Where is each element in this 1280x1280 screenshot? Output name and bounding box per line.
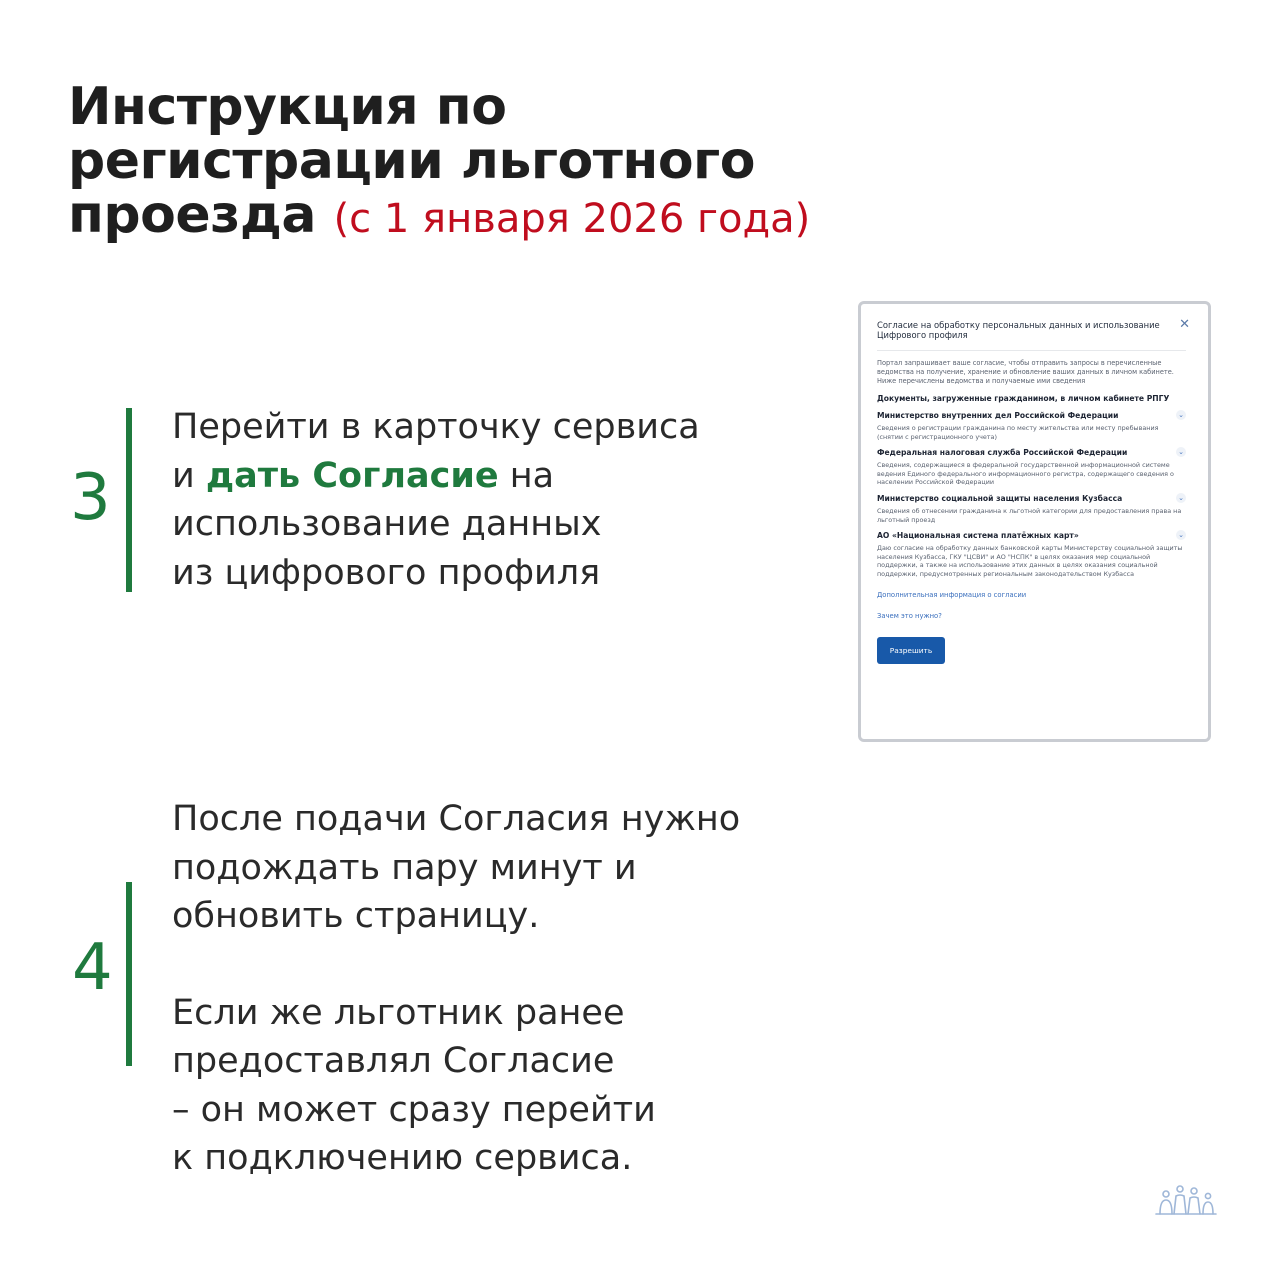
title-line-3: [68, 185, 1068, 246]
step-3-accent: дать Согласие: [205, 455, 499, 496]
step-3-text: [172, 403, 700, 597]
modal-item-text: Даю согласие на обработку данных банковской карты Министерству социальной защиты населения Кузбасса, ГКУ "ЦСВИ" и АО "НСПК" в целях оказания мер социальной поддержки, а также на использование этих данных в целях оказания социальной поддержки, предусмотренных региональным законодательством Кузбасса: [877, 544, 1183, 578]
step-3-line-3: использование данных: [172, 504, 602, 544]
chevron-down-icon[interactable]: ⌄: [1176, 493, 1186, 503]
step-4-text: [172, 795, 740, 1183]
step-3-bar: [126, 408, 132, 592]
modal-item-title: АО «Национальная система платёжных карт»: [877, 531, 1079, 541]
title-line-3-text: проезда: [68, 185, 316, 245]
title-subtitle: (с 1 января 2026 года): [333, 196, 811, 242]
step-3-number: 3: [70, 461, 111, 535]
title-line-1: Инструкция по: [68, 77, 507, 137]
step-4-para1-line: После подачи Согласия нужно: [172, 799, 741, 839]
step-4-number: 4: [72, 931, 113, 1005]
title-line-2: регистрации льготного: [68, 131, 755, 191]
modal-item-text: Сведения, содержащиеся в федеральной государственной информационной системе ведения Единого федерального информационного регистра, содержащего сведения о населении Российской Федерации: [877, 461, 1174, 487]
modal-section-title: Документы, загруженные гражданином, в личном кабинете РПГУ: [877, 394, 1170, 403]
close-icon[interactable]: ✕: [1179, 317, 1190, 332]
step-3-line-2-post: на: [498, 455, 555, 496]
modal-item[interactable]: [877, 448, 1186, 487]
step-4-spacer: [172, 941, 740, 989]
modal-item-title: Министерство социальной защиты населения Кузбасса: [877, 493, 1123, 503]
step-3-line-4: из цифрового профиля: [172, 552, 601, 593]
step-4-bar: [126, 882, 132, 1066]
step-4-para2-line: предоставлял Согласие: [172, 1041, 615, 1081]
chevron-down-icon[interactable]: ⌄: [1176, 447, 1186, 457]
chevron-down-icon[interactable]: ⌄: [1176, 410, 1186, 420]
modal-item[interactable]: [877, 494, 1186, 524]
step-4-para1-line: подождать пару минут и: [172, 847, 637, 888]
more-info-link[interactable]: Дополнительная информация о согласии: [877, 590, 1027, 599]
modal-item[interactable]: [877, 531, 1186, 578]
step-4-para2-line: – он может сразу перейти: [172, 1089, 656, 1130]
modal-item-title: Федеральная налоговая служба Российской Федерации: [877, 448, 1128, 458]
step-4-para1-line: обновить страницу.: [172, 896, 540, 936]
step-4-para2-line: к подключению сервиса.: [172, 1138, 633, 1178]
consent-modal: [877, 317, 1190, 664]
step-3-line-2-pre: и: [172, 455, 206, 496]
step-4-para2-line: Если же льготник ранее: [172, 992, 625, 1033]
step-3-line-1: Перейти в карточку сервиса: [172, 407, 700, 447]
page-title: [68, 77, 1068, 246]
modal-item-text: Сведения об отнесении гражданина к льготной категории для предоставления права на льготный проезд: [877, 506, 1182, 524]
chevron-down-icon[interactable]: ⌄: [1176, 530, 1186, 540]
step-3-line-2: [172, 452, 700, 501]
family-logo-icon: [1152, 1180, 1220, 1220]
consent-modal-screenshot: [858, 301, 1211, 742]
modal-divider: [877, 350, 1186, 351]
modal-item[interactable]: [877, 411, 1186, 441]
modal-intro: Портал запрашивает ваше согласие, чтобы отправить запросы в перечисленные ведомства на получение, хранение и обновление ваших данных в личном кабинете. Ниже перечислены ведомства и получаемые ими сведения: [877, 359, 1174, 385]
modal-item-text: Сведения о регистрации гражданина по месту жительства или месту пребывания (снятии с регистрационного учета): [877, 424, 1159, 441]
modal-title: Согласие на обработку персональных данных и использование Цифрового профиля: [877, 320, 1160, 340]
modal-item-title: Министерство внутренних дел Российской Федерации: [877, 411, 1119, 420]
allow-button[interactable]: Разрешить: [877, 637, 945, 664]
why-needed-link[interactable]: Зачем это нужно?: [877, 611, 942, 620]
